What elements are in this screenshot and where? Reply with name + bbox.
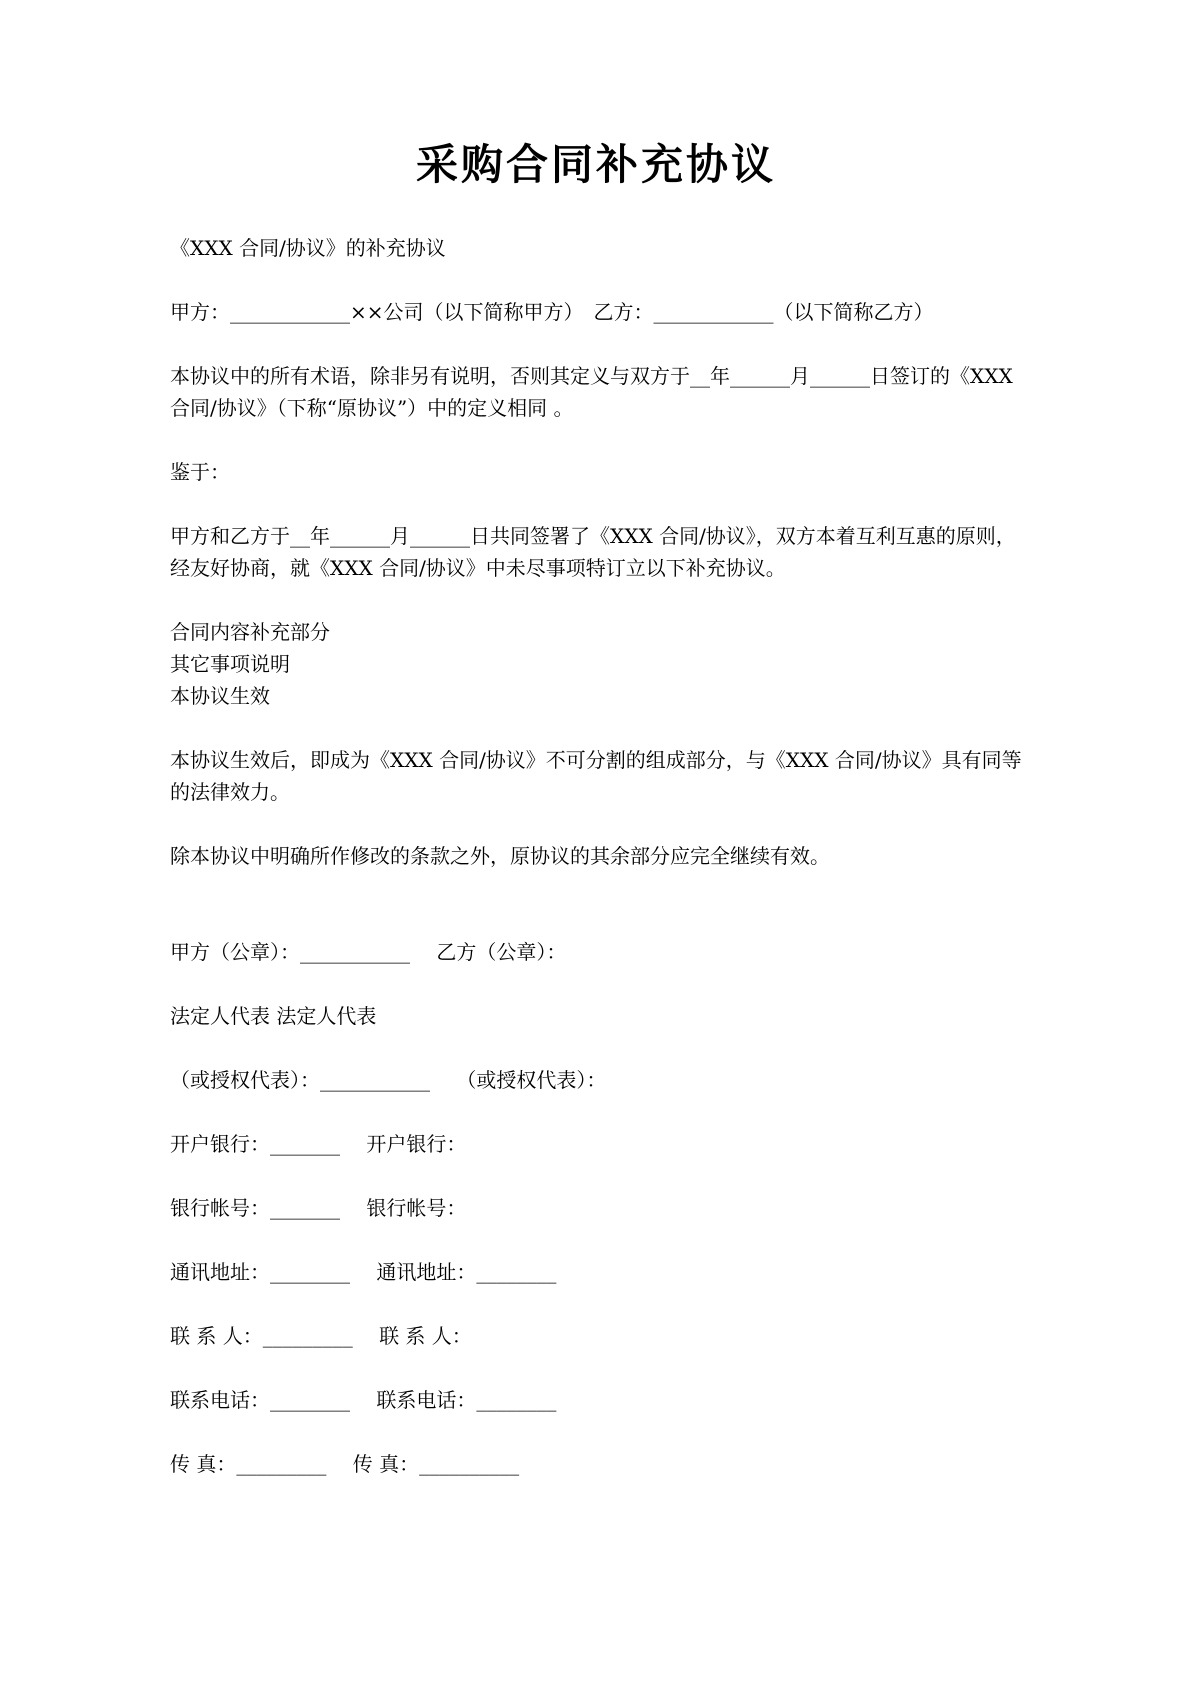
account-line: 银行帐号：_______ 银行帐号： <box>170 1196 467 1220</box>
auth-rep-line: （或授权代表）：___________ （或授权代表）： <box>170 1068 607 1092</box>
section-item-other-notes: 其它事项说明 <box>170 652 290 676</box>
whereas-label: 鉴于： <box>170 460 230 484</box>
address-line: 通讯地址：________ 通讯地址：________ <box>170 1260 557 1284</box>
fax-line: 传 真：_________ 传 真：__________ <box>170 1452 520 1476</box>
phone-line: 联系电话：________ 联系电话：________ <box>170 1388 557 1412</box>
seal-line: 甲方（公章）：___________ 乙方（公章）： <box>170 940 567 964</box>
effect-paragraph: 本协议生效后，即成为《XXX 合同/协议》不可分割的组成部分，与《XXX 合同/协议》具有同等的法律效力。 <box>170 748 1022 804</box>
contact-line: 联 系 人：_________ 联 系 人： <box>170 1324 472 1348</box>
document-subtitle: 《XXX 合同/协议》的补充协议 <box>170 236 446 260</box>
section-item-content-supplement: 合同内容补充部分 <box>170 620 330 644</box>
legal-rep-line: 法定人代表 法定人代表 <box>170 1004 377 1028</box>
remainder-paragraph: 除本协议中明确所作修改的条款之外，原协议的其余部分应完全继续有效。 <box>170 844 830 868</box>
terms-paragraph: 本协议中的所有术语，除非另有说明，否则其定义与双方于__年______月______日签订的《XXX 合同/协议》（下称“原协议”）中的定义相同 。 <box>170 364 1020 420</box>
party-line: 甲方：____________××公司（以下简称甲方） 乙方：____________（以下简称乙方） <box>170 300 934 324</box>
bank-line: 开户银行：_______ 开户银行： <box>170 1132 467 1156</box>
signing-paragraph: 甲方和乙方于__年______月______日共同签署了《XXX 合同/协议》，双方本着互利互惠的原则，经友好协商，就《XXX 合同/协议》中未尽事项特订立以下补充协议。 <box>170 524 1016 580</box>
section-item-effectiveness: 本协议生效 <box>170 684 270 708</box>
document-title: 采购合同补充协议 <box>415 140 776 189</box>
